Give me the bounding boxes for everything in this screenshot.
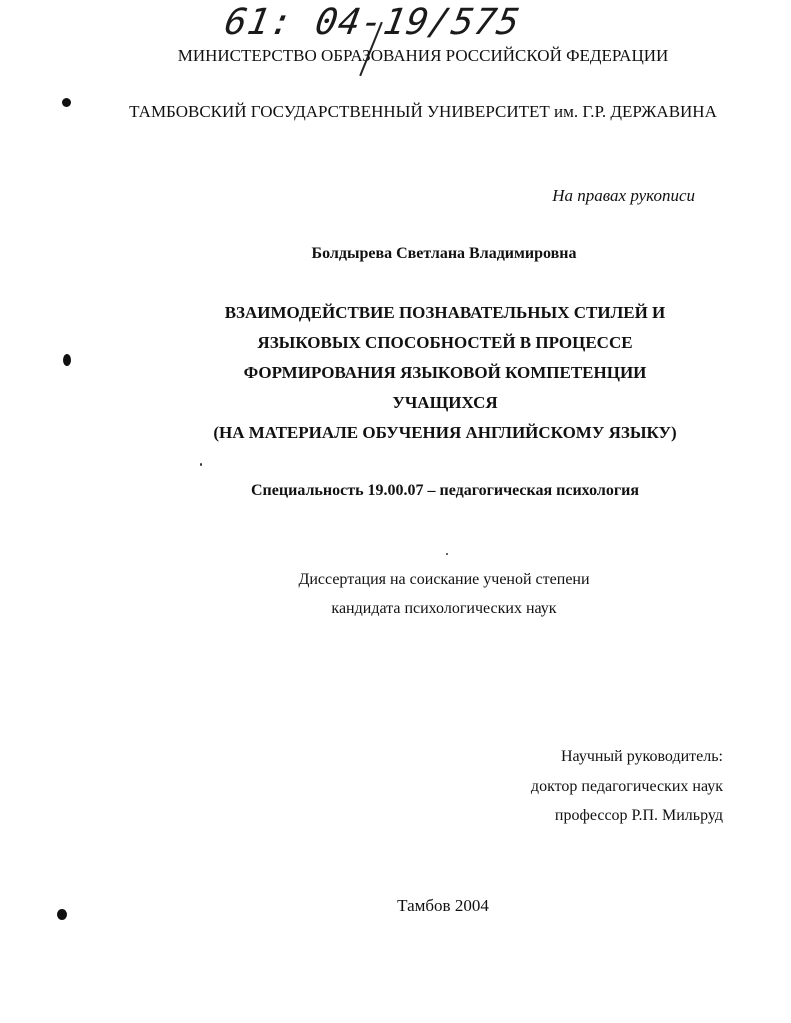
rights-note: На правах рукописи [552,186,695,205]
dissertation-title-line-2: ЯЗЫКОВЫХ СПОСОБНОСТЕЙ В ПРОЦЕССЕ [257,333,633,352]
ministry-heading: МИНИСТЕРСТВО ОБРАЗОВАНИЯ РОССИЙСКОЙ ФЕДЕРАЦИИ [177,46,669,65]
binding-hole-dot [63,354,71,366]
degree-line-1: Диссертация на соискание ученой степени [298,571,590,588]
dissertation-title-line-4: УЧАЩИХСЯ [392,393,498,412]
degree-line-2: кандидата психологических наук [331,600,557,617]
author-name: Болдырева Светлана Владимировна [311,245,577,262]
scan-speck [200,463,202,466]
supervisor-name: профессор Р.П. Мильруд [554,807,723,824]
dissertation-title-line-1: ВЗАИМОДЕЙСТВИЕ ПОЗНАВАТЕЛЬНЫХ СТИЛЕЙ И [224,303,666,322]
university-heading: ТАМБОВСКИЙ ГОСУДАРСТВЕННЫЙ УНИВЕРСИТЕТ им. Г.Р. ДЕРЖАВИНА [129,102,717,121]
city-year: Тамбов 2004 [397,896,489,915]
supervisor-degree: доктор педагогических наук [530,778,723,795]
dissertation-title-line-5: (НА МАТЕРИАЛЕ ОБУЧЕНИЯ АНГЛИЙСКОМУ ЯЗЫКУ) [213,423,677,442]
archive-handwritten-mark: 61: 04-19/575 [221,2,524,43]
scan-speck [446,553,448,555]
supervisor-label: Научный руководитель: [560,748,723,765]
specialty-line: Специальность 19.00.07 – педагогическая психология [251,482,639,499]
dissertation-title-line-3: ФОРМИРОВАНИЯ ЯЗЫКОВОЙ КОМПЕТЕНЦИИ [243,363,647,382]
